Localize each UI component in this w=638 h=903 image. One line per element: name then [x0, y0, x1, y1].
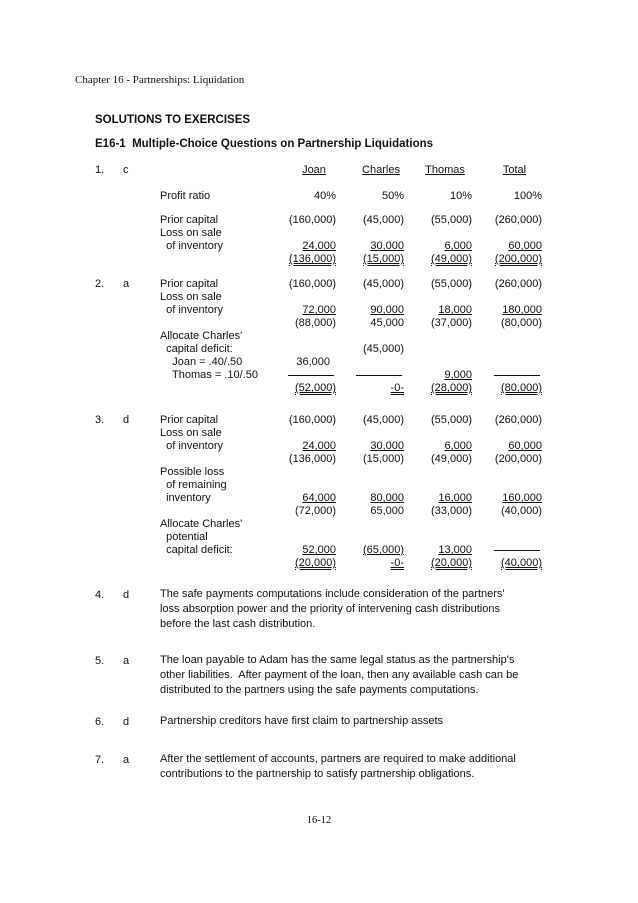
cell-charles: 65,000 — [370, 505, 404, 517]
cell-charles: (45,000) — [363, 414, 404, 426]
cell-joan: (20,000) — [295, 557, 336, 569]
cell-total: 60,000 — [508, 440, 542, 452]
cell-thomas: 18,000 — [438, 304, 472, 316]
cell-total: 100% — [513, 190, 542, 202]
cell-joan: (72,000) — [295, 505, 336, 517]
question-number: 1. — [95, 164, 105, 176]
row-label: Loss on sale — [160, 227, 222, 239]
column-header-joan: Joan — [302, 164, 326, 176]
answer-explanation: The safe payments computations include consideration of the partners' loss absorption power and the priority of intervening cash distributions before the last cash distribution. — [160, 588, 505, 630]
question-number: 5. — [95, 655, 105, 667]
cell-thomas: (49,000) — [431, 253, 472, 265]
cell-total: (260,000) — [494, 214, 542, 226]
total-rule — [494, 366, 540, 376]
row-label: Allocate Charles' — [160, 518, 243, 530]
cell-joan: 52,000 — [302, 544, 336, 556]
cell-joan: (160,000) — [288, 278, 336, 290]
cell-charles: (15,000) — [363, 453, 404, 465]
total-rule — [494, 541, 540, 551]
cell-total: (200,000) — [494, 253, 542, 265]
exercise-heading: E16-1 Multiple-Choice Questions on Partnership Liquidations — [95, 138, 434, 150]
cell-joan: (160,000) — [288, 214, 336, 226]
question-number: 2. — [95, 278, 105, 290]
question-answer: d — [123, 589, 130, 601]
cell-total: 180,000 — [502, 304, 542, 316]
total-rule — [288, 366, 334, 376]
cell-total: (80,000) — [501, 317, 542, 329]
cell-total: (260,000) — [494, 278, 542, 290]
row-label: of inventory — [160, 304, 223, 316]
column-header-total: Total — [502, 164, 527, 176]
column-header-thomas: Thomas — [425, 164, 465, 176]
cell-charles: 45,000 — [370, 317, 404, 329]
cell-joan: (160,000) — [288, 414, 336, 426]
cell-joan: 40% — [313, 190, 336, 202]
cell-thomas: (55,000) — [431, 278, 472, 290]
question-number: 3. — [95, 414, 105, 426]
total-rule — [356, 366, 402, 376]
cell-thomas: (37,000) — [431, 317, 472, 329]
question-answer: d — [123, 414, 130, 426]
row-label: of inventory — [160, 440, 223, 452]
question-number: 4. — [95, 589, 105, 601]
cell-thomas: (49,000) — [431, 453, 472, 465]
cell-thomas: 16,000 — [438, 492, 472, 504]
cell-total: (200,000) — [494, 453, 542, 465]
question-number: 6. — [95, 716, 105, 728]
row-label: Joan = .40/.50 — [160, 356, 243, 368]
cell-total: (40,000) — [501, 557, 542, 569]
cell-thomas: 13,000 — [438, 544, 472, 556]
row-label: Thomas = .10/.50 — [160, 369, 258, 381]
row-label: potential — [160, 531, 208, 543]
cell-charles: (45,000) — [363, 343, 404, 355]
cell-joan: 24,000 — [302, 240, 336, 252]
row-label: capital deficit: — [160, 544, 233, 556]
cell-charles: 80,000 — [370, 492, 404, 504]
cell-total: 60,000 — [508, 240, 542, 252]
cell-total: (40,000) — [501, 505, 542, 517]
cell-total: 160,000 — [502, 492, 542, 504]
row-label: Allocate Charles' — [160, 330, 243, 342]
cell-charles: -0- — [390, 382, 404, 394]
cell-charles: 90,000 — [370, 304, 404, 316]
cell-joan: (136,000) — [288, 453, 336, 465]
row-label: capital deficit: — [160, 343, 233, 355]
chapter-header: Chapter 16 - Partnerships: Liquidation — [75, 74, 245, 86]
cell-thomas: 6,000 — [444, 240, 472, 252]
row-label: Prior capital — [160, 414, 219, 426]
cell-joan: 64,000 — [302, 492, 336, 504]
cell-charles: 30,000 — [370, 240, 404, 252]
row-label: Loss on sale — [160, 427, 222, 439]
question-answer: d — [123, 716, 130, 728]
cell-charles: (45,000) — [363, 214, 404, 226]
question-answer: c — [123, 164, 129, 176]
question-answer: a — [123, 655, 130, 667]
section-heading: SOLUTIONS TO EXERCISES — [95, 114, 251, 126]
row-label: Prior capital — [160, 278, 219, 290]
cell-charles: 30,000 — [370, 440, 404, 452]
row-label: of remaining — [160, 479, 227, 491]
cell-joan: (136,000) — [288, 253, 336, 265]
column-header-charles: Charles — [362, 164, 400, 176]
row-label: Possible loss — [160, 466, 225, 478]
question-answer: a — [123, 278, 130, 290]
question-answer: a — [123, 754, 130, 766]
answer-explanation: The loan payable to Adam has the same legal status as the partnership's other liabilities. After payment of the loan, then any available cash can be distributed to the partners using the safe payments computations. — [160, 654, 519, 696]
row-label: of inventory — [160, 240, 223, 252]
answer-explanation: After the settlement of accounts, partners are required to make additional contributions to the partnership to satisfy partnership obligations. — [160, 753, 516, 780]
cell-thomas: (20,000) — [431, 557, 472, 569]
cell-thomas: 6,000 — [444, 440, 472, 452]
cell-charles: (45,000) — [363, 278, 404, 290]
row-label: Prior capital — [160, 214, 219, 226]
question-number: 7. — [95, 754, 105, 766]
cell-total: (80,000) — [501, 382, 542, 394]
cell-joan: 72,000 — [302, 304, 336, 316]
page-number: 16-12 — [306, 815, 332, 826]
cell-total: (260,000) — [494, 414, 542, 426]
cell-thomas: (55,000) — [431, 214, 472, 226]
cell-joan: (52,000) — [295, 382, 336, 394]
answer-explanation: Partnership creditors have first claim to partnership assets — [160, 715, 444, 727]
cell-charles: -0- — [390, 557, 404, 569]
cell-thomas: 10% — [449, 190, 472, 202]
cell-thomas: 9,000 — [444, 369, 472, 381]
row-label: Profit ratio — [160, 190, 211, 202]
row-label: inventory — [160, 492, 211, 504]
cell-thomas: (55,000) — [431, 414, 472, 426]
cell-joan: (88,000) — [295, 317, 336, 329]
cell-charles: (15,000) — [363, 253, 404, 265]
cell-joan: 36,000 — [296, 356, 330, 368]
cell-thomas: (33,000) — [431, 505, 472, 517]
row-label: Loss on sale — [160, 291, 222, 303]
cell-charles: 50% — [381, 190, 404, 202]
cell-thomas: (28,000) — [431, 382, 472, 394]
cell-charles: (65,000) — [363, 544, 404, 556]
cell-joan: 24,000 — [302, 440, 336, 452]
